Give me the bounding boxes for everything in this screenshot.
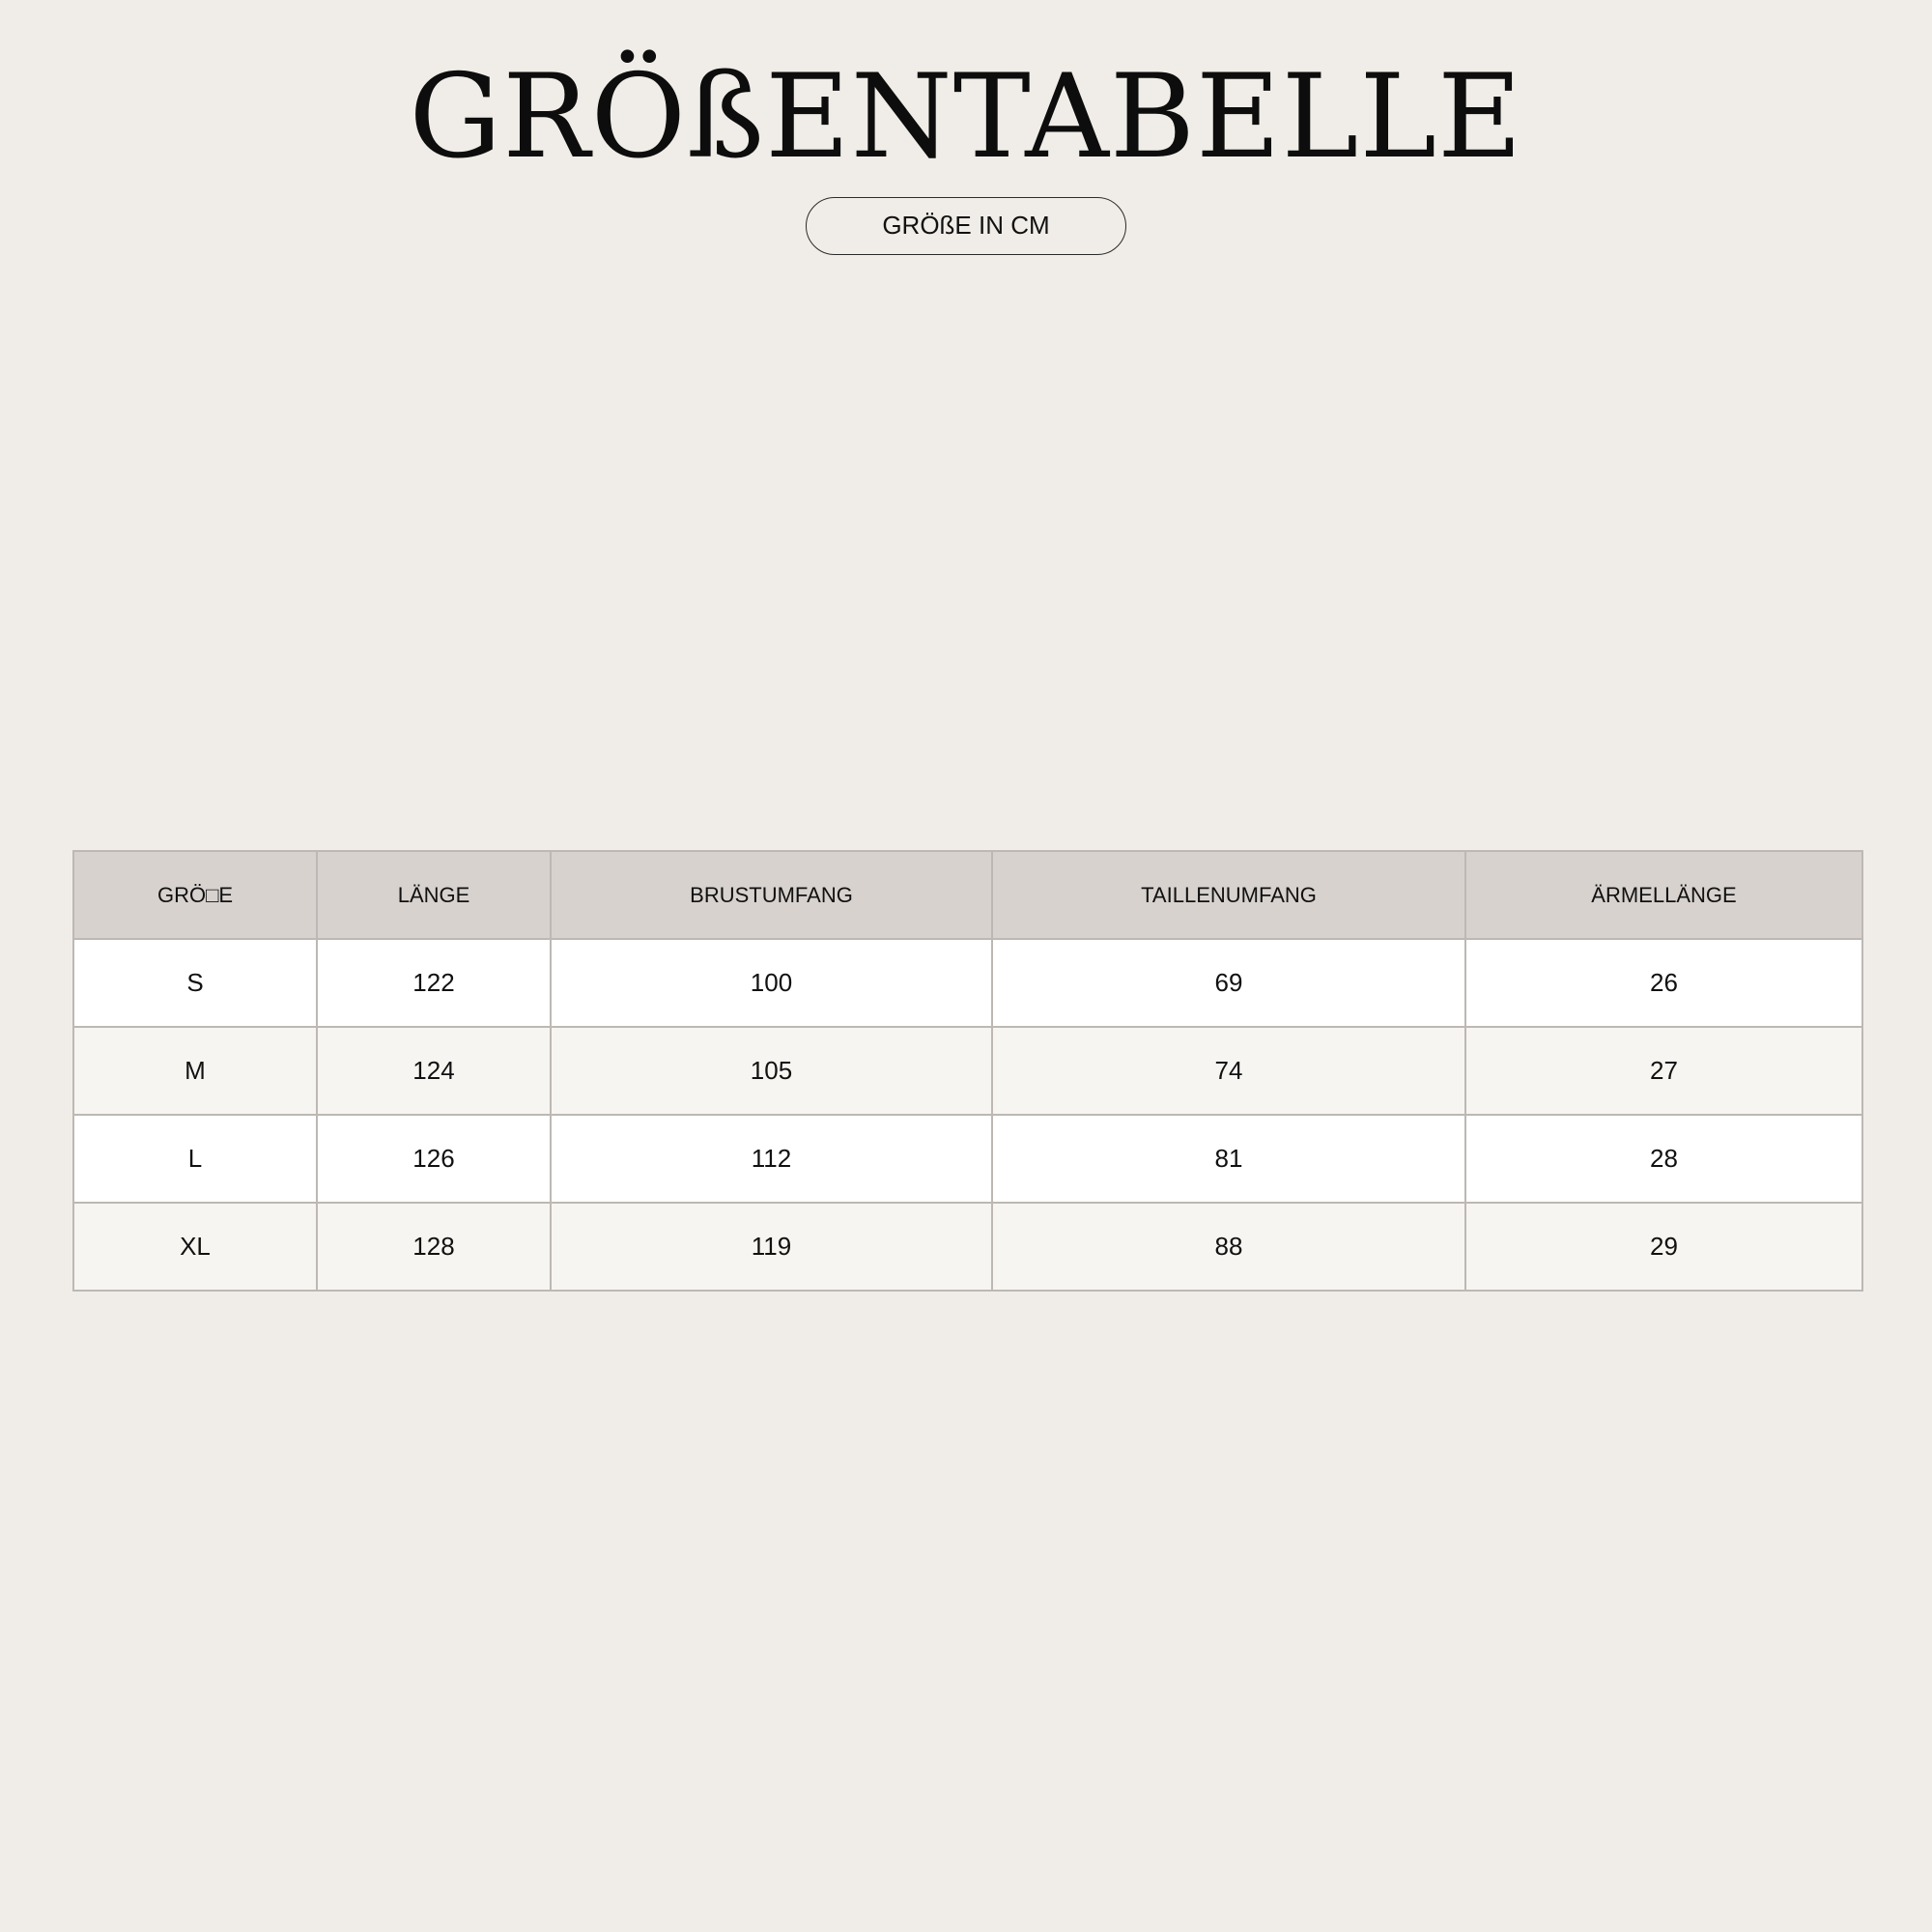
cell-length: 128 [317, 1203, 551, 1291]
cell-length: 124 [317, 1027, 551, 1115]
cell-sleeve: 26 [1465, 939, 1862, 1027]
cell-sleeve: 27 [1465, 1027, 1862, 1115]
cell-sleeve: 28 [1465, 1115, 1862, 1203]
cell-size: M [73, 1027, 317, 1115]
size-table [72, 850, 1863, 1292]
page-title: GRÖßENTABELLE [409, 50, 1523, 185]
cell-chest: 112 [551, 1115, 992, 1203]
cell-size: XL [73, 1203, 317, 1291]
cell-waist: 74 [992, 1027, 1465, 1115]
table-row [73, 1027, 1862, 1115]
cell-length: 122 [317, 939, 551, 1027]
unit-badge: GRÖßE IN CM [806, 197, 1126, 255]
table-row [73, 939, 1862, 1027]
cell-chest: 119 [551, 1203, 992, 1291]
cell-length: 126 [317, 1115, 551, 1203]
column-header-waist: TAILLENUMFANG [992, 851, 1465, 939]
cell-sleeve: 29 [1465, 1203, 1862, 1291]
cell-waist: 69 [992, 939, 1465, 1027]
cell-size: S [73, 939, 317, 1027]
table-header-row [73, 851, 1862, 939]
column-header-sleeve: ÄRMELLÄNGE [1465, 851, 1862, 939]
column-header-length: LÄNGE [317, 851, 551, 939]
cell-waist: 88 [992, 1203, 1465, 1291]
column-header-size: GRÖ□E [73, 851, 317, 939]
column-header-chest: BRUSTUMFANG [551, 851, 992, 939]
cell-chest: 105 [551, 1027, 992, 1115]
cell-size: L [73, 1115, 317, 1203]
table-row [73, 1115, 1862, 1203]
cell-chest: 100 [551, 939, 992, 1027]
table-row [73, 1203, 1862, 1291]
cell-waist: 81 [992, 1115, 1465, 1203]
